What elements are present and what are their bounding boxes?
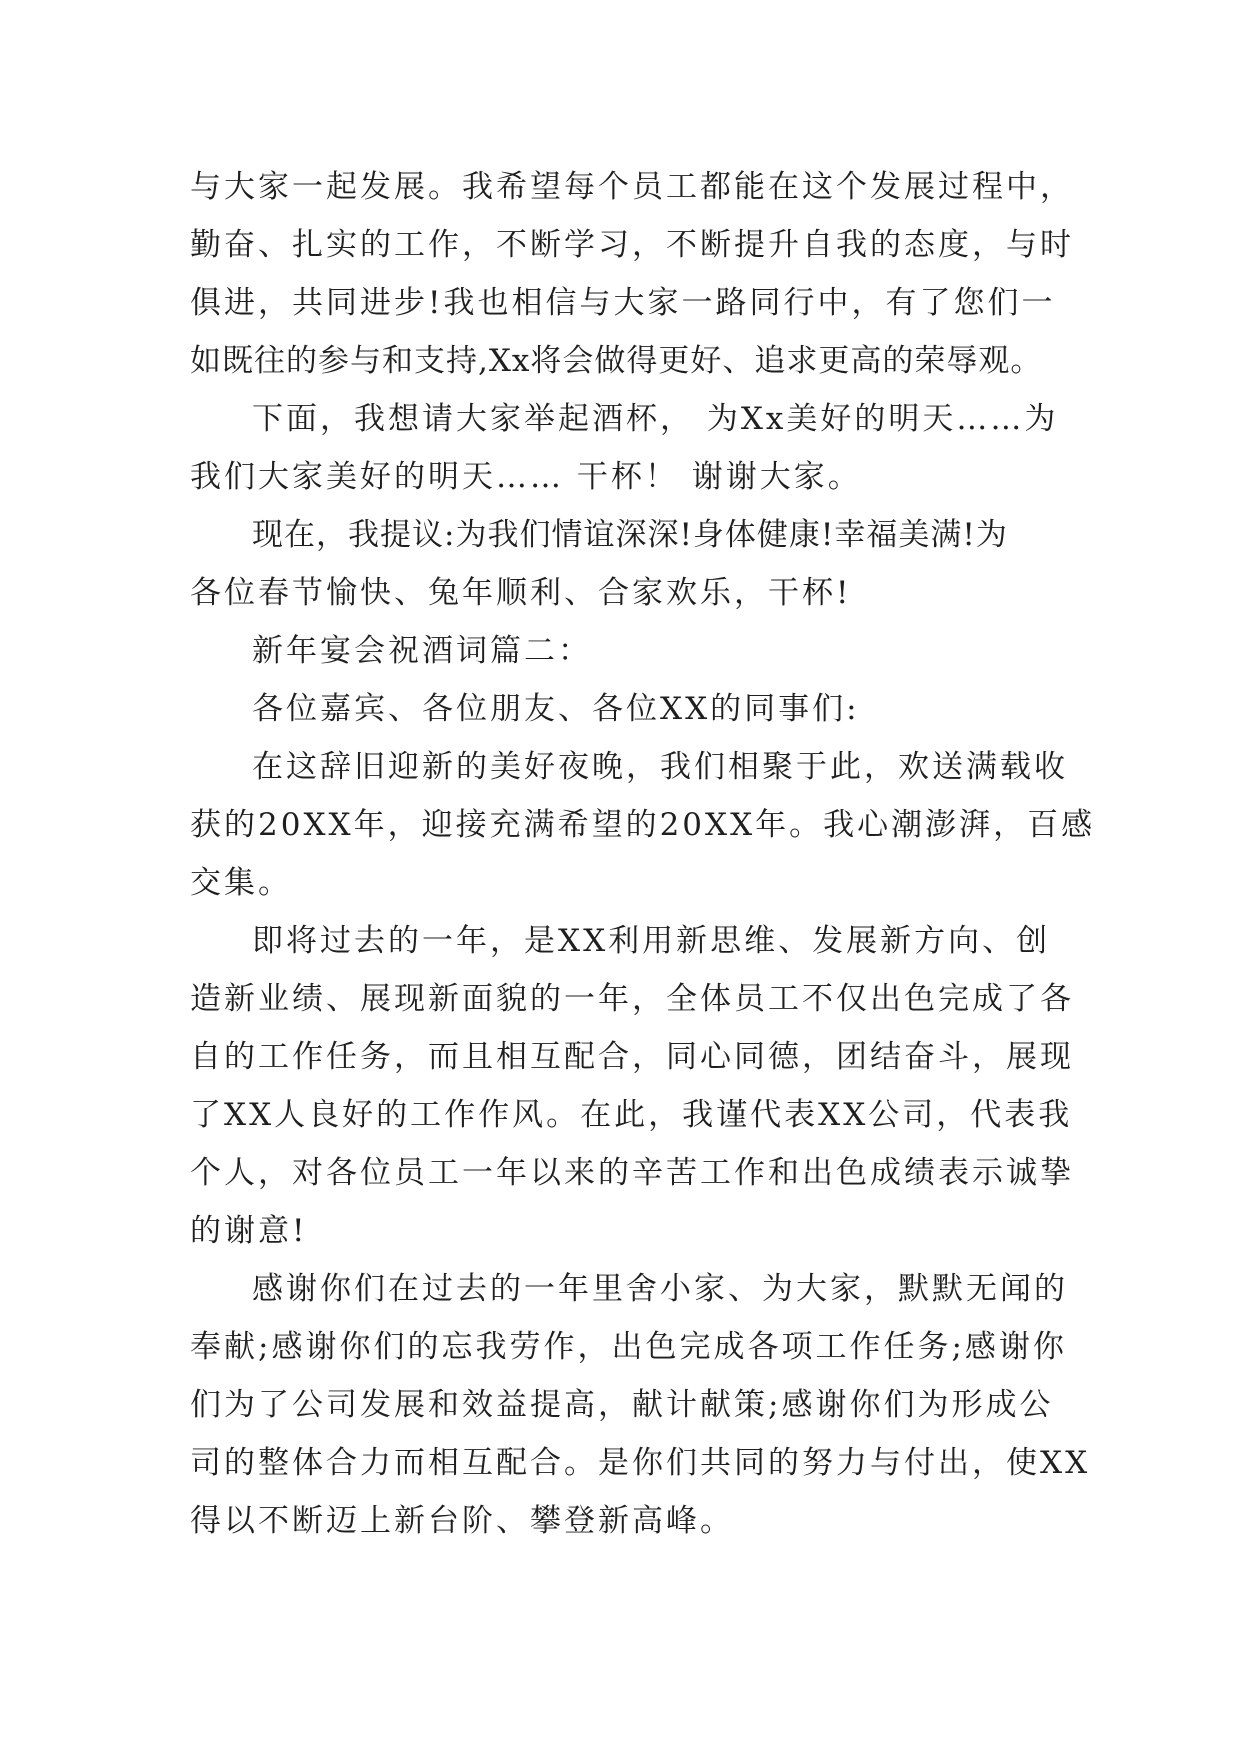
text-line: 奉献;感谢你们的忘我劳作，出色完成各项工作任务;感谢你: [190, 1329, 1067, 1365]
text-line: 司的整体合力而相互配合。是你们共同的努力与付出，使XX: [190, 1445, 1091, 1481]
text-line: 的谢意!: [190, 1213, 308, 1249]
text-line: 各位春节愉快、兔年顺利、合家欢乐，干杯!: [190, 575, 852, 611]
text-line: 自的工作任务，而且相互配合，同心同德，团结奋斗，展现: [190, 1039, 1074, 1075]
paragraph-first-line: 感谢你们在过去的一年里舍小家、为大家，默默无闻的: [252, 1271, 1068, 1307]
paragraph-first-line: 即将过去的一年，是XX利用新思维、发展新方向、创: [252, 923, 1051, 959]
text-line: 我们大家美好的明天…… 干杯！ 谢谢大家。: [190, 459, 862, 495]
text-line: 造新业绩、展现新面貌的一年，全体员工不仅出色完成了各: [190, 981, 1074, 1017]
paragraph-first-line: 现在，我提议:为我们情谊深深!身体健康!幸福美满!为: [252, 517, 1008, 553]
text-line: 与大家一起发展。我希望每个员工都能在这个发展过程中，: [190, 169, 1074, 205]
text-line: 勤奋、扎实的工作，不断学习，不断提升自我的态度，与时: [190, 227, 1074, 263]
text-line: 交集。: [190, 865, 292, 901]
salutation: 各位嘉宾、各位朋友、各位XX的同事们:: [252, 691, 860, 727]
paragraph-first-line: 在这辞旧迎新的美好夜晚，我们相聚于此，欢送满载收: [252, 749, 1068, 785]
text-line: 获的20XX年，迎接充满希望的20XX年。我心潮澎湃，百感: [190, 807, 1096, 843]
text-line: 得以不断迈上新台阶、攀登新高峰。: [190, 1503, 734, 1539]
text-line: 了XX人良好的工作作风。在此，我谨代表XX公司，代表我: [190, 1097, 1073, 1133]
text-line: 如既往的参与和支持,Xx将会做得更好、追求更高的荣辱观。: [190, 343, 1043, 379]
document-body: [190, 158, 1096, 1550]
text-line: 俱进，共同进步!我也相信与大家一路同行中，有了您们一: [190, 285, 1056, 321]
section-heading: 新年宴会祝酒词篇二：: [252, 633, 592, 669]
text-line: 们为了公司发展和效益提高，献计献策;感谢你们为形成公: [190, 1387, 1054, 1423]
text-line: 个人，对各位员工一年以来的辛苦工作和出色成绩表示诚挚: [190, 1155, 1074, 1191]
paragraph-first-line: 下面，我想请大家举起酒杯， 为Xx美好的明天……为: [252, 401, 1059, 437]
